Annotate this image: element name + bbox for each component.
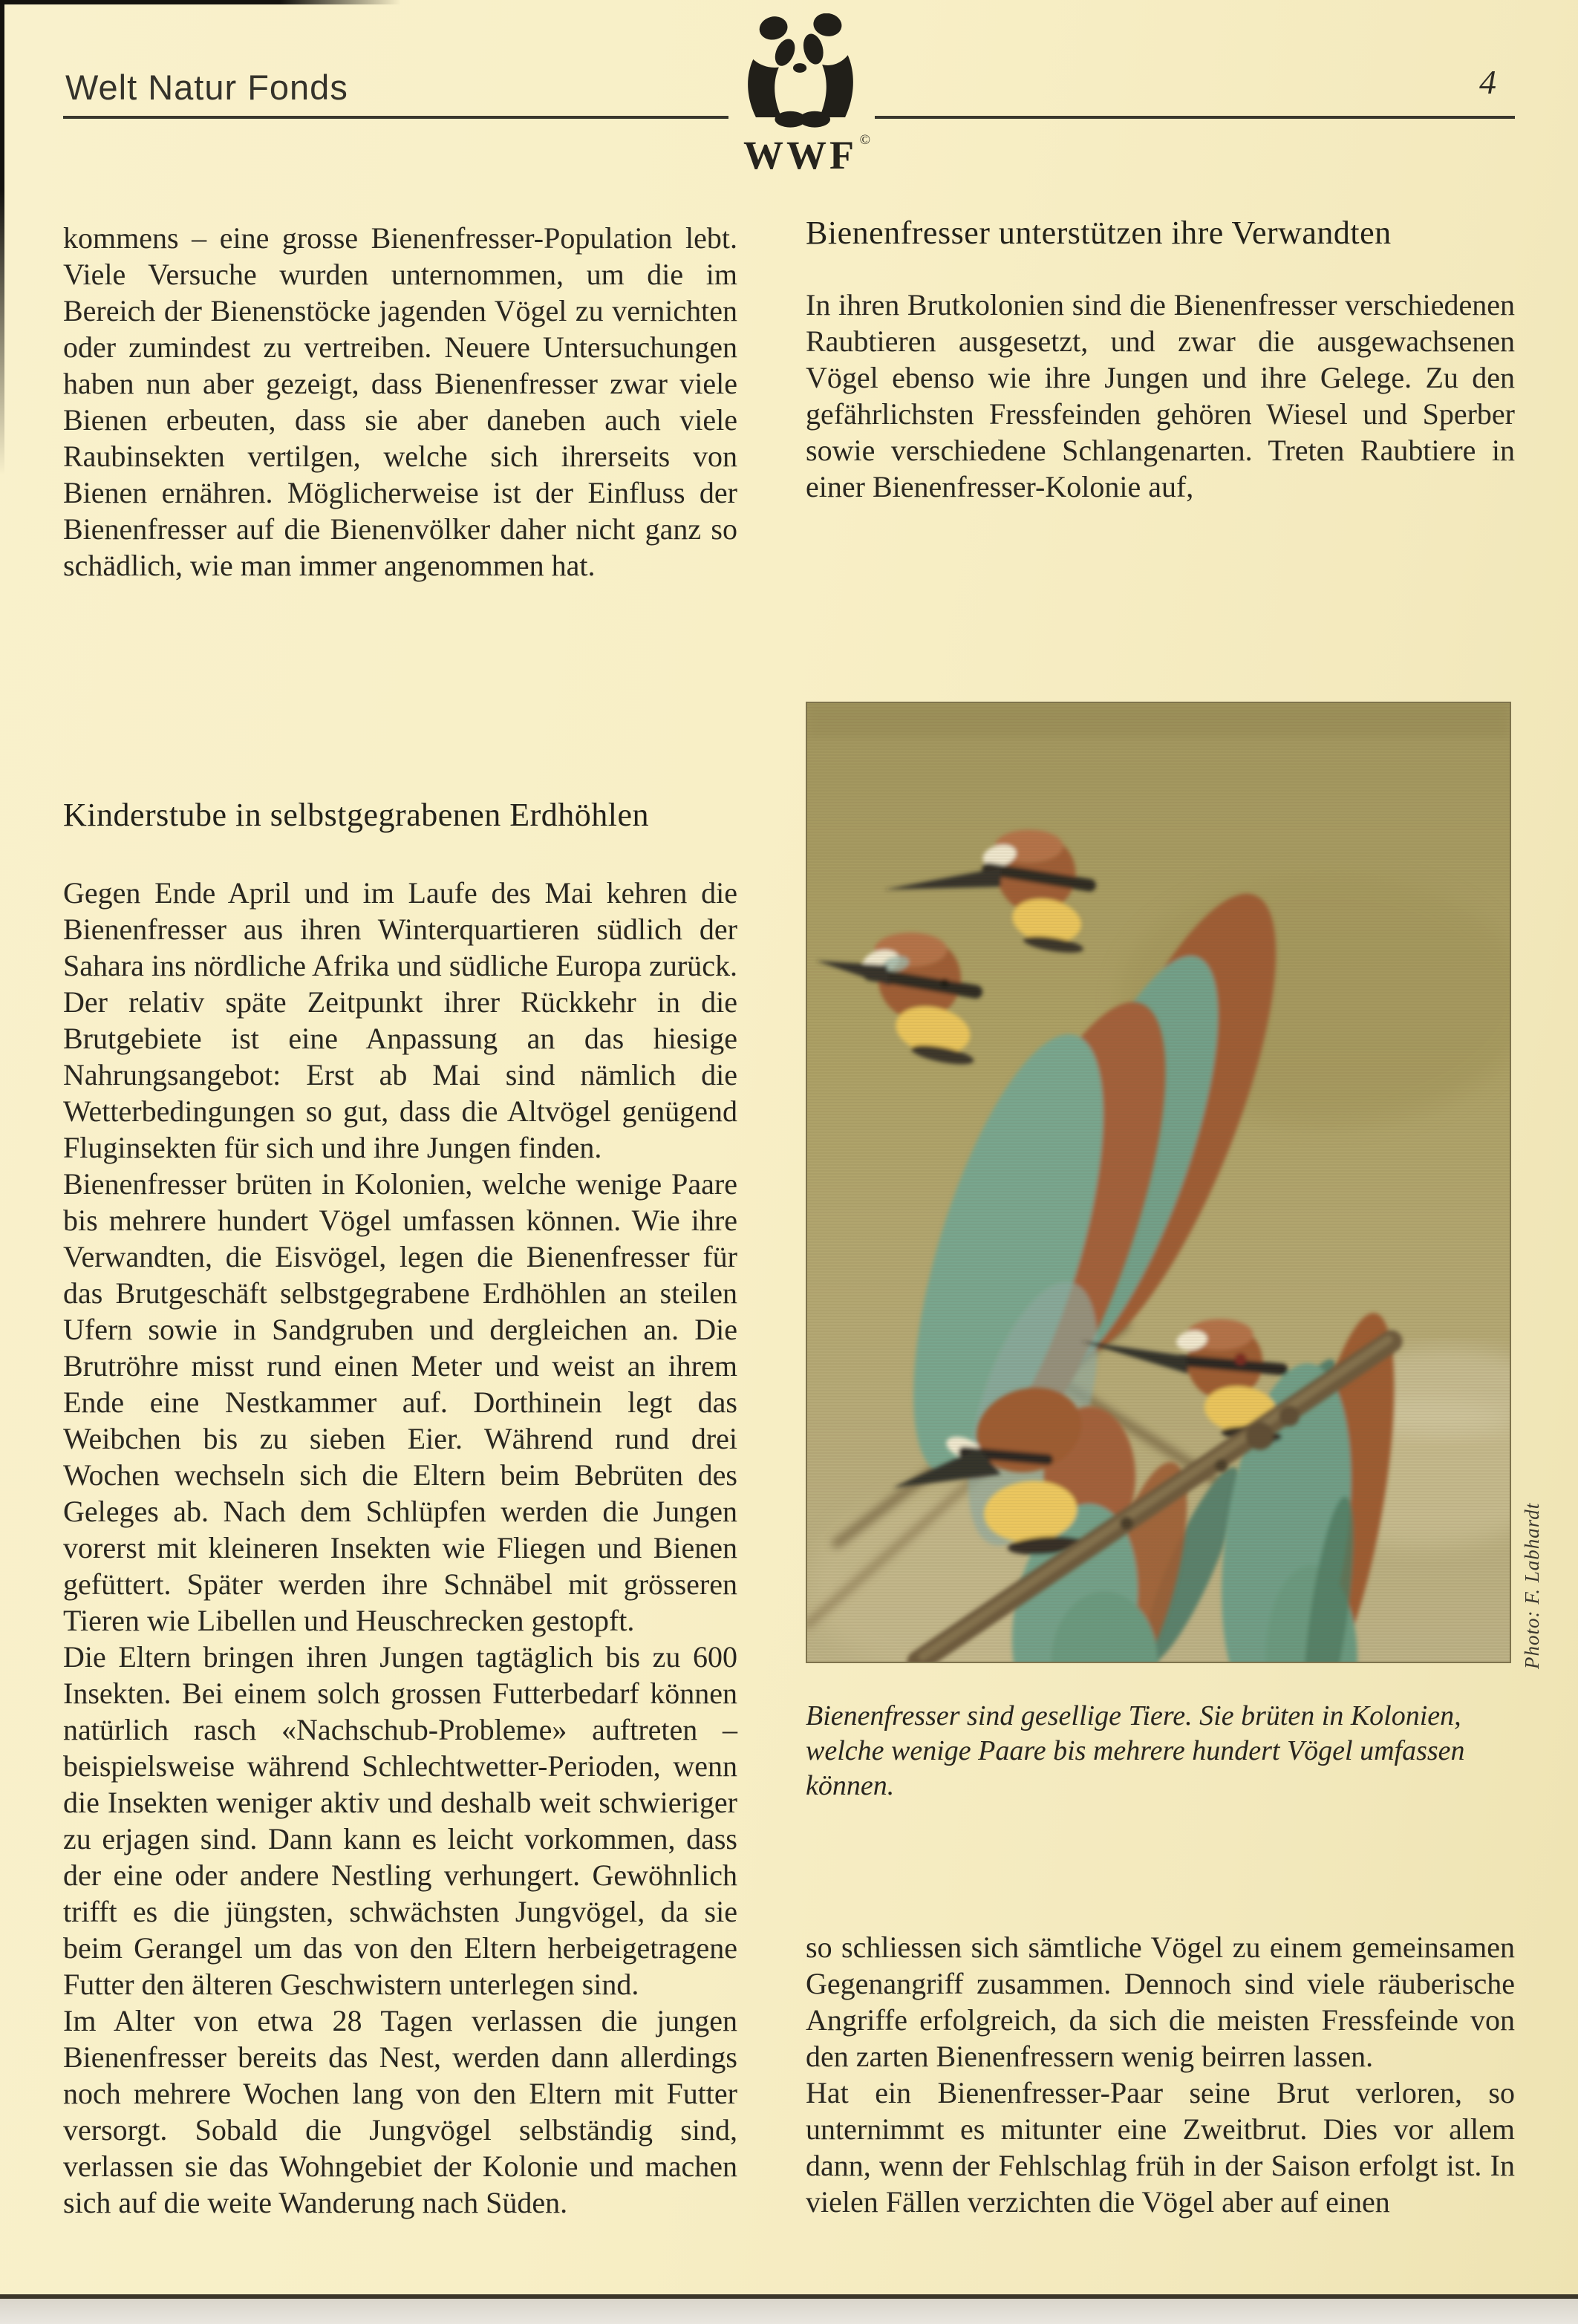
paragraph: Bienenfresser brüten in Kolonien, welche wenige Paare bis mehrere hundert Vögel umfassen können. Wie ihre Verwandten, die Eisvögel, legen die Bienenfresser für das Brutgeschäft selbstgegrabene Erdhöhlen an steilen Ufern sowie in Sandgruben und dergleichen an. Die Brutröhre misst rund einen Meter und weist an ihrem Ende eine Nestkammer auf. Dorthinein legt das Weibchen bis zu sieben Eier. Während rund drei Wochen wechseln sich die Eltern beim Bebrüten des Geleges ab. Nach dem Schlüpfen werden die Jungen vorerst mit kleineren Insekten wie Fliegen und Bienen gefüttert. Später werden ihre Schnäbel mit grösseren Tieren wie Libellen und Heuschrecken gestopft. [63,1167,737,1637]
page-number: 4 [1479,63,1496,101]
photo-caption: Bienenfresser sind gesellige Tiere. Sie brüten in Kolonien, welche wenige Paare bis mehrere hundert Vögel umfassen können. [806,1700,1465,1801]
section-heading-kinderstube: Kinderstube in selbstgegrabenen Erdhöhlen [63,797,650,833]
scan-edge-left [0,0,4,475]
section-heading-verwandte: Bienenfresser unterstützen ihre Verwandten [806,215,1392,251]
paragraph: Hat ein Bienenfresser-Paar seine Brut verloren, so unternimmt es mitunter eine Zweitbrut. Dies vor allem dann, wenn der Fehlschlag früh in der Saison erfolgt ist. In vielen Fällen verzichten die Vögel aber auf einen [806,2076,1515,2219]
logo-wordmark: WWF [743,133,857,177]
paragraph: Die Eltern bringen ihren Jungen tagtäglich bis zu 600 Insekten. Bei einem solch grossen Futterbedarf können natürlich rasch «Nachschub-Probleme» auftreten – beispielsweise während Schlechtwetter-Perioden, wenn die Insekten weniger aktiv und deshalb weit schwieriger zu erjagen sind. Dann kann es leicht vorkommen, dass der eine oder andere Nestling verhungert. Gewöhnlich trifft es die jüngsten, schwächsten Jungvögel, da sie beim Gerangel um das von den Eltern herbeigetragene Futter den älteren Geschwistern unterlegen sind. [63,1640,737,2001]
paragraph: Im Alter von etwa 28 Tagen verlassen die jungen Bienenfresser bereits das Nest, werden dann allerdings noch mehrere Wochen lang von den Eltern mit Futter versorgt. Sobald die Jungvögel selbständig sind, verlassen sie das Wohngebiet der Kolonie und machen sich auf die weite Wanderung nach Süden. [63,2004,737,2219]
logo-copyright: © [859,132,870,148]
brand-title: Welt Natur Fonds [65,68,348,107]
bee-eater-photo-art [807,703,1510,1662]
paragraph: In ihren Brutkolonien sind die Bienenfresser verschiedenen Raubtieren ausgesetzt, und zwar die ausgewachsenen Vögel ebenso wie ihre Jungen und ihre Gelege. Zu den gefährlichsten Fressfeinden gehören Wiesel und Sperber sowie verschiedene Schlangenarten. Treten Raubtiere in einer Bienenfresser-Kolonie auf, [806,288,1515,503]
section-heading-kinderstube-wrap [63,796,737,835]
article-left-main [63,875,737,2221]
article-left-top [63,220,737,584]
wwf-panda-icon [733,13,868,131]
scan-edge-bottom-strip [0,2299,1578,2324]
paragraph: Gegen Ende April und im Laufe des Mai kehren die Bienenfresser aus ihren Winterquartieren südlich der Sahara ins nördliche Afrika und südliche Europa zurück. Der relativ späte Zeitpunkt ihrer Rückkehr in die Brutgebiete ist eine Anpassung an das hiesige Nahrungsangebot: Erst ab Mai sind nämlich die Wetterbedingungen so gut, dass die Altvögel genügend Fluginsekten für sich und ihre Jungen finden. [63,876,737,1164]
header-rule-right [875,116,1515,119]
scan-edge-top [0,0,401,4]
paragraph: kommens – eine grosse Bienenfresser-Population lebt. Viele Versuche wurden unternommen, um die im Bereich der Bienenstöcke jagenden Vögel zu vernichten oder zumindest zu vertreiben. Neuere Untersuchungen haben nun aber gezeigt, dass Bienenfresser zwar viele Bienen erbeuten, dass sie aber daneben auch viele Raubinsekten vertilgen, welche sich ihrerseits von Bienen ernähren. Möglicherweise ist der Einfluss der Bienenfresser auf die Bienenvölker daher nicht ganz so schädlich, wie man immer angenommen hat. [63,221,737,582]
bee-eater-photo [806,702,1511,1663]
header-rule-left [63,116,728,119]
article-right-top [806,214,1515,505]
article-right-bottom [806,1929,1515,2220]
photo-credit: Photo: F. Labhardt [1521,1502,1543,1669]
paragraph: so schliessen sich sämtliche Vögel zu einem gemeinsamen Gegenangriff zusammen. Dennoch sind viele räuberische Angriffe erfolgreich, da sich die meisten Fressfeinde von den zarten Bienenfressern wenig beirren lassen. [806,1930,1515,2073]
wwf-logo [724,13,876,178]
